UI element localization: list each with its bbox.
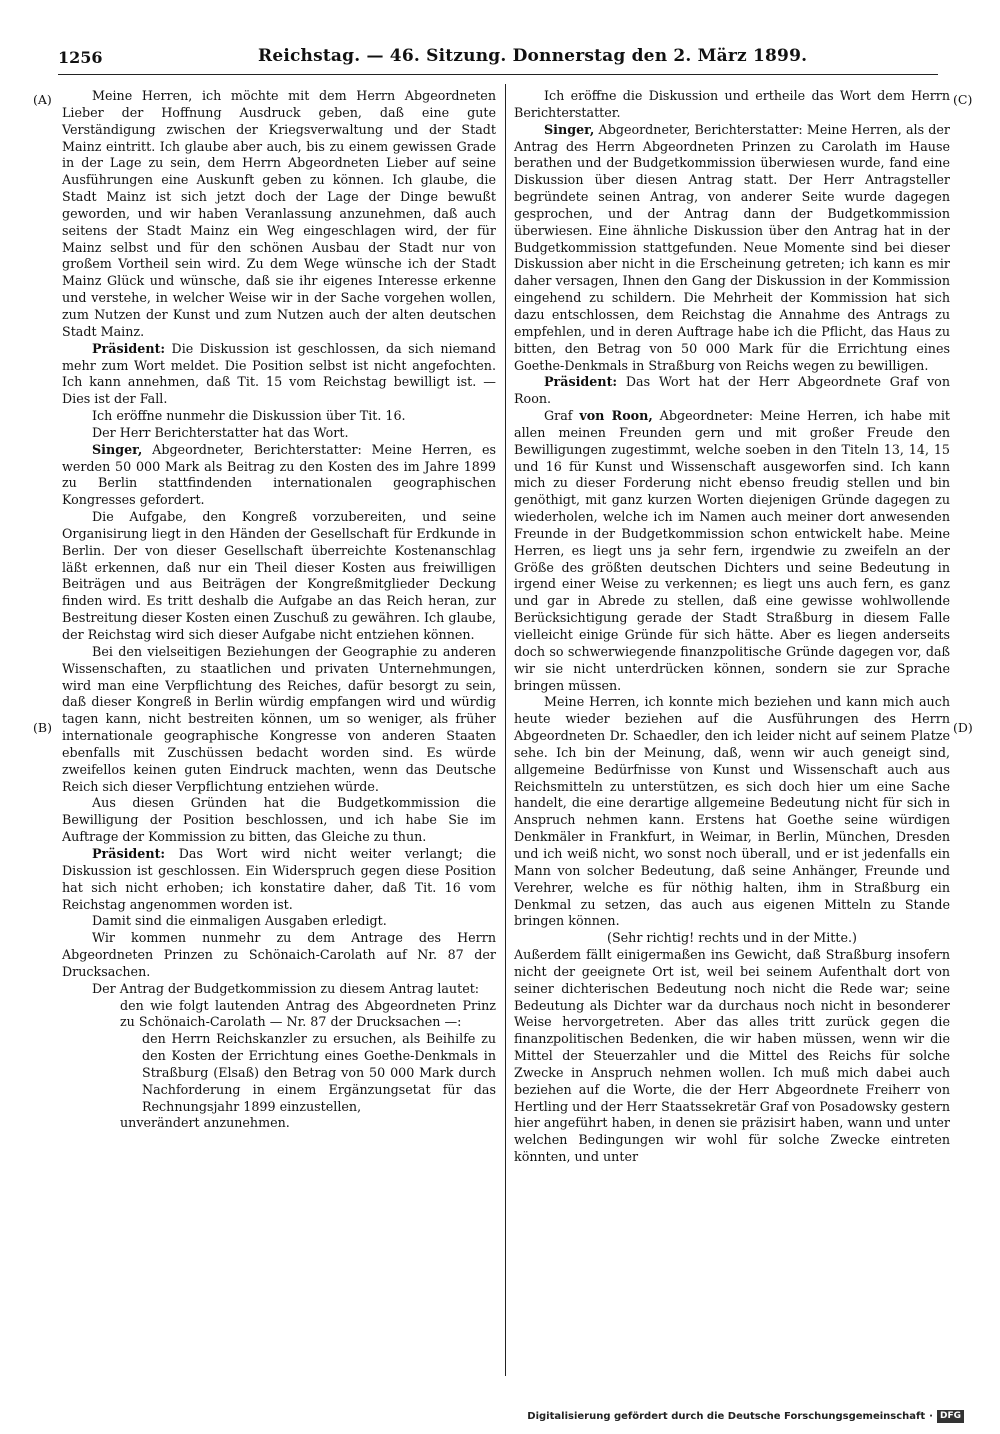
paragraph-text: Meine Herren, ich möchte mit dem Herrn Abgeordneten Lieber der Hoffnung Ausdruck geben, daß eine gute Verständigung zwischen der Kriegsverwaltung und der Stadt Mainz eintritt. Ich glaube aber auch, bis zu einem gewissen Grade in der Lage zu sein, dem Herrn Abgeordneten Lieber auf seine Ausführungen eine Auskunft geben zu können. Ich glaube, die Stadt Mainz ist sich jetzt doch der Lage der Dinge bewußt geworden, und wir haben Veranlassung anzunehmen, daß auch seitens der Stadt Mainz ein Weg eingeschlagen wird, der für Mainz selbst und für den schönen Ausbau der Stadt nur von großem Vortheil sein wird. Zu dem Wege wünsche ich der Stadt Mainz Glück und wünsche, daß sie ihr eigenes Interesse erkenne und verstehe, in welcher Weise wir in der Sache vorgehen wollen, zum Nutzen der Kunst und zum Nutzen auch der alten deutschen Stadt Mainz.	[62, 88, 496, 339]
paragraph-text: Der Antrag der Budgetkommission zu diesem Antrag lautet:	[92, 980, 480, 996]
paragraph	[62, 930, 496, 981]
paragraph-prefix: Graf	[544, 408, 580, 424]
paragraph-text: Damit sind die einmaligen Ausgaben erledigt.	[92, 913, 387, 929]
paragraph-text: den wie folgt lautenden Antrag des Abgeordneten Prinz zu Schönaich-Carolath — Nr. 87 der Drucksachen —:	[120, 997, 496, 1030]
paragraph-text: Aus diesen Gründen hat die Budgetkommission die Bewilligung der Position beschlossen, und ich habe Sie im Auftrage der Kommission zu bitten, das Gleiche zu thun.	[62, 795, 496, 845]
paragraph	[62, 88, 496, 341]
paragraph-text: Das Wort hat der Herr Abgeordnete Graf von Roon.	[514, 374, 950, 407]
paragraph-text: unverändert anzunehmen.	[120, 1115, 290, 1131]
paragraph	[62, 509, 496, 644]
paragraph	[514, 694, 950, 930]
left-column	[62, 88, 496, 1132]
speaker-name: Singer,	[92, 441, 143, 457]
paragraph	[514, 930, 950, 947]
margin-mark-c: (C)	[953, 92, 973, 107]
paragraph	[62, 913, 496, 930]
paragraph-text: Der Herr Berichterstatter hat das Wort.	[92, 424, 349, 440]
paragraph	[514, 374, 950, 408]
footer-credit	[527, 1410, 964, 1423]
paragraph	[514, 408, 950, 694]
paragraph	[514, 122, 950, 375]
speaker-name: von Roon,	[579, 408, 653, 424]
paragraph	[62, 795, 496, 846]
speaker-name: Präsident:	[92, 845, 166, 861]
speaker-name: Präsident:	[544, 374, 618, 390]
paragraph-text: Meine Herren, ich konnte mich beziehen und kann mich auch heute wieder beziehen auf die Ausführungen des Herrn Abgeordneten Dr. Schaedler, den ich leider nicht auf seinem Platze sehe. Ich bin der Meinung, daß, wenn wir auch geneigt sind, allgemeine Bedürfnisse von Kunst und Wissenschaft auch aus Reichsmitteln zu unterstützen, es sich doch hier um eine Sache handelt, die eine derartige allgemeine Bedeutung nicht für sich in Anspruch nehmen kann. Erstens hat Goethe seine würdigen Denkmäler in Frankfurt, in Weimar, in Berlin, München, Dresden und ich weiß nicht, wo sonst noch überall, und er ist jedenfalls ein Mann von solcher Bedeutung, daß seine Anhänger, Freunde und Verehrer, welche es für nöthig halten, ihm in Straßburg ein Denkmal zu setzen, das auch aus eigenen Mitteln zu Stande bringen können.	[514, 694, 950, 929]
paragraph	[62, 644, 496, 796]
speaker-name: Präsident:	[92, 340, 166, 356]
speaker-name: Singer,	[544, 121, 595, 137]
paragraph	[142, 1031, 496, 1115]
paragraph	[62, 408, 496, 425]
paragraph	[62, 981, 496, 998]
margin-mark-b: (B)	[33, 720, 52, 735]
paragraph	[120, 1115, 496, 1132]
right-column	[514, 88, 950, 1166]
paragraph	[514, 947, 950, 1166]
footer-credit-text: Digitalisierung gefördert durch die Deutsche Forschungsgemeinschaft	[527, 1411, 926, 1422]
paragraph	[120, 998, 496, 1032]
running-head: Reichstag. — 46. Sitzung. Donnerstag den 2. März 1899.	[258, 46, 808, 66]
paragraph-text: Außerdem fällt einigermaßen ins Gewicht, daß Straßburg insofern nicht der geeignete Ort ist, weil bei seinem Aufenthalt dort von seiner dichterischen Bedeutung noch nicht die Rede war; seine Bedeutung als Dichter war da durchaus noch nicht in besonderer Weise hervorgetreten. Aber das alles tritt zurück gegen die finanzpolitischen Bedenken, die wir haben müssen, wenn wir die Mittel der Steuerzahler und die Mittel des Reichs für solche Zwecke in Anspruch nehmen wollen. Ich muß mich dabei auch beziehen auf die Worte, die der Herr Abgeordnete Freiherr von Hertling und der Herr Staatssekretär Graf von Posadowsky gestern hier angeführt haben, in denen sie präzisirt haben, wann und unter welchen Bedingungen wir wohl für solche Zwecke eintreten könnten, und unter	[514, 947, 950, 1165]
paragraph	[514, 88, 950, 122]
paragraph-text: den Herrn Reichskanzler zu ersuchen, als Beihilfe zu den Kosten der Errichtung eines Goethe-Denkmals in Straßburg (Elsaß) den Betrag von 50 000 Mark durch Nachforderung in einem Ergänzungsetat für das Rechnungsjahr 1899 einzustellen,	[142, 1031, 496, 1114]
paragraph	[62, 846, 496, 913]
paragraph	[62, 442, 496, 509]
paragraph	[62, 425, 496, 442]
paragraph-text: Die Diskussion ist geschlossen, da sich niemand mehr zum Wort meldet. Die Position selbst ist nicht angefochten. Ich kann annehmen, daß Tit. 15 vom Reichstag bewilligt ist. — Dies ist der Fall.	[62, 340, 496, 407]
paragraph-text: Ich eröffne die Diskussion und ertheile das Wort dem Herrn Berichterstatter.	[514, 88, 950, 120]
paragraph-text: Wir kommen nunmehr zu dem Antrage des Herrn Abgeordneten Prinzen zu Schönaich-Carolath auf Nr. 87 der Drucksachen.	[62, 930, 496, 979]
paragraph-text: Abgeordneter, Berichterstatter: Meine Herren, als der Antrag des Herrn Abgeordneten Prinzen zu Carolath im Hause berathen und der Budgetkommission überwiesen wurde, fand eine Diskussion über diesen Antrag statt. Der Herr Antragsteller begründete seinen Antrag, von anderer Seite wurde dagegen gesprochen, und der Antrag dann der Budgetkommission überwiesen. Eine ähnliche Diskussion über den Antrag hat in der Budgetkommission stattgefunden. Neue Momente sind bei dieser Diskussion aber nicht in die Erscheinung getreten; ich kann es mir daher versagen, Ihnen den Gang der Diskussion in der Kommission eingehend zu schildern. Die Mehrheit der Kommission hat sich dazu entschlossen, dem Reichstag die Annahme des Antrags zu empfehlen, und in deren Auftrage habe ich die Pflicht, das Haus zu bitten, den Betrag von 50 000 Mark für die Errichtung eines Goethe-Denkmals in Straßburg von Reichs wegen zu bewilligen.	[514, 121, 950, 373]
dfg-logo: DFG	[937, 1410, 964, 1423]
paragraph-text: Bei den vielseitigen Beziehungen der Geographie zu anderen Wissenschaften, zu staatlichen und privaten Unternehmungen, wird man eine Verpflichtung des Reiches, dafür besorgt zu sein, daß dieser Kongreß in Berlin würdig empfangen wird und würdig tagen kann, nicht bestreiten können, um so weniger, als früher internationale geographische Kongresse von anderen Staaten ebenfalls mit Zuschüssen bedacht worden sind. Es würde zweifellos keinen guten Eindruck machten, wenn das Deutsche Reich sich dieser Verpflichtung entziehen würde.	[62, 643, 496, 794]
footer-separator: ·	[929, 1411, 933, 1422]
column-divider	[505, 84, 506, 1376]
paragraph-text: (Sehr richtig! rechts und in der Mitte.)	[607, 930, 857, 946]
paragraph-text: Abgeordneter: Meine Herren, ich habe mit allen meinen Freunden gern und mit großer Freude den Bewilligungen zugestimmt, welche soeben in den Titeln 13, 14, 15 und 16 für Kunst und Wissenschaft ausgeworfen sind. Ich kann mich zu dieser Forderung nicht ebenso freudig stellen und bin genöthigt, mit ganz kurzen Worten diejenigen Gründe dagegen zu wiederholen, welche ich im Namen auch meiner dort anwesenden Freunde in der Budgetkommission schon entwickelt habe. Meine Herren, es liegt uns ja sehr fern, irgendwie zu zweifeln an der Größe des größten deutschen Dichters und seine Bedeutung in irgend einer Weise zu verkennen; es liegt uns auch fern, es ganz und gar in Abrede zu stellen, daß eine gewisse wohlwollende Berücksichtigung gerade der Stadt Straßburg in diesem Falle vielleicht einige Gründe für sich hätte. Aber es liegen anderseits doch so schwerwiegende finanzpolitische Gründe dagegen vor, daß wir sie nicht unterdrücken können, sondern sie zur Sprache bringen müssen.	[514, 408, 950, 693]
paragraph-text: Ich eröffne nunmehr die Diskussion über Tit. 16.	[92, 408, 406, 424]
page-header	[58, 44, 936, 74]
page-number: 1256	[58, 48, 103, 67]
paragraph-text: Abgeordneter, Berichterstatter: Meine Herren, es werden 50 000 Mark als Beitrag zu den Kosten des im Jahre 1899 zu Berlin stattfindenden internationalen geographischen Kongresses gefordert.	[62, 441, 496, 508]
margin-mark-d: (D)	[953, 720, 973, 735]
header-rule	[58, 74, 938, 75]
margin-mark-a: (A)	[33, 92, 52, 107]
paragraph-text: Das Wort wird nicht weiter verlangt; die Diskussion ist geschlossen. Ein Widerspruch gegen diese Position hat sich nicht erhoben; ich konstatire daher, daß Tit. 16 vom Reichstag angenommen worden ist.	[62, 845, 496, 912]
paragraph	[62, 341, 496, 408]
paragraph-text: Die Aufgabe, den Kongreß vorzubereiten, und seine Organisirung liegt in den Händen der Gesellschaft für Erdkunde in Berlin. Der von dieser Gesellschaft überreichte Kostenanschlag läßt erkennen, daß nur ein Theil dieser Kosten aus freiwilligen Beiträgen und aus Beiträgen der Kongreßmitglieder Deckung finden wird. Es tritt deshalb die Aufgabe an das Reich heran, zur Bestreitung dieser Kosten einen Zuschuß zu gewähren. Ich glaube, der Reichstag wird sich dieser Aufgabe nicht entziehen können.	[62, 509, 496, 642]
